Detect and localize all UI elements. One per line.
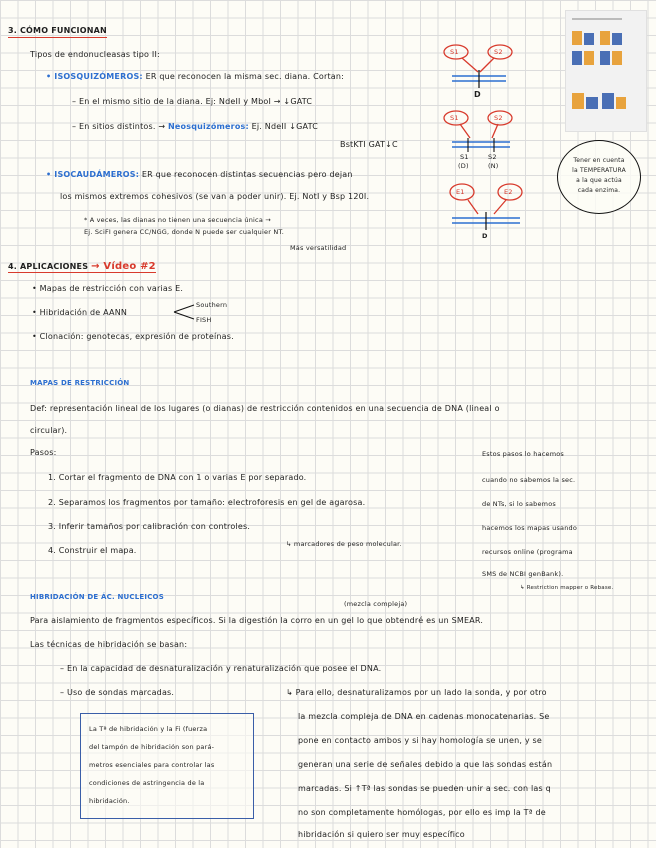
isocaudameros-text: ER que reconocen distintas secuencias pero dejan	[141, 170, 353, 179]
hybrid-item-2: – Uso de sondas marcadas.	[60, 688, 175, 697]
maps-definition-line-1: Def: representación lineal de los lugares (o dianas) de restricción contenidos en una secuencia de DNA (lineal o	[30, 404, 500, 413]
reference-image-thumbnail	[565, 10, 647, 132]
hybrid-line-1: Para aislamiento de fragmentos específicos. Si la digestión la corro en un gel lo que obtendré es un SMEAR.	[30, 616, 484, 625]
temperature-note-line-1: Tener en cuenta	[573, 157, 625, 164]
isosquizomeros-text: ER que reconocen la misma sec. diana. Cortan:	[145, 72, 345, 81]
diff-sites-example-2: BstKTI GAT↓C	[340, 140, 398, 149]
hybrid-branch-fish: FISH	[196, 316, 212, 324]
maps-side-note-1: Estos pasos lo hacemos	[482, 450, 565, 458]
box-line-1: La Tª de hibridación y la Fi (fuerza	[89, 725, 208, 733]
maps-side-note-5: recursos online (programa	[482, 548, 573, 556]
maps-step-1: 1. Cortar el fragmento de DNA con 1 o varias E por separado.	[48, 473, 307, 482]
temperature-note-line-4: cada enzima.	[577, 187, 621, 194]
box-line-3: metros esenciales para controlar las	[89, 761, 215, 769]
application-item-2: • Hibridación de AANN	[32, 308, 128, 317]
temperature-note	[557, 140, 641, 214]
diff-sites-example-1: Ej. NdeII ↓GATC	[251, 122, 318, 131]
maps-heading: MAPAS DE RESTRICCIÓN	[30, 379, 130, 387]
hybrid-para-1: ↳ Para ello, desnaturalizamos por un lado la sonda, y por otro	[286, 688, 547, 697]
iso-label-e1: E1	[456, 188, 465, 196]
enzyme-s1-label: S1	[450, 48, 459, 56]
isosquizomeros-label: • ISOSQUIZÓMEROS:	[46, 72, 143, 81]
maps-side-note-tools: ↳ Restriction mapper o Rebase.	[520, 585, 614, 591]
temperature-note-line-2: la TEMPERATURA	[572, 167, 626, 174]
lower-sub-n: (N)	[488, 162, 499, 170]
application-item-1: • Mapas de restricción con varias E.	[32, 284, 184, 293]
hybrid-para-7: hibridación si quiero ser muy específico	[298, 830, 465, 839]
hybrid-para-2: la mezcla compleja de DNA en cadenas monocatenarias. Se	[298, 712, 550, 721]
diff-sites-prefix: – En sitios distintos. →	[72, 122, 166, 131]
maps-side-note-4: hacemos los mapas usando	[482, 524, 578, 532]
note-line-3: Más versatilidad	[290, 244, 347, 252]
maps-side-note-3: de NTs, si lo sabemos	[482, 500, 556, 508]
hybrid-mezcla-label: (mezcla compleja)	[344, 600, 408, 608]
hybrid-para-3: pone en contacto ambos y si hay homología se unen, y se	[298, 736, 542, 745]
maps-side-note-6: SMS de NCBI genBank).	[482, 570, 564, 578]
types-intro: Tipos de endonucleasas tipo II:	[30, 50, 160, 59]
section-4-heading	[8, 262, 156, 273]
isocaudameros-line-2: los mismos extremos cohesivos (se van a poder unir). Ej. NotI y Bsp 120I.	[60, 192, 370, 201]
maps-step-2: 2. Separamos los fragmentos por tamaño: electroforesis en gel de agarosa.	[48, 498, 366, 507]
enzyme-s1-label-2: S1	[450, 114, 459, 122]
box-line-5: hibridación.	[89, 797, 130, 805]
maps-markers-note: ↳ marcadores de peso molecular.	[286, 540, 402, 548]
temperature-note-line-3: a la que actúa	[576, 177, 622, 184]
diagram-d-label: D	[474, 90, 481, 99]
hybrid-branch-southern: Southern	[196, 301, 228, 309]
application-item-3: • Clonación: genotecas, expresión de proteínas.	[32, 332, 234, 341]
maps-steps-label: Pasos:	[30, 448, 57, 457]
same-site-line: – En el mismo sitio de la diana. Ej: NdeII y MboI → ↓GATC	[72, 97, 313, 106]
note-line-2: Ej. SciFI genera CC/NGG, donde N puede ser cualquier NT.	[84, 228, 285, 236]
maps-definition-line-2: circular).	[30, 426, 68, 435]
maps-step-3: 3. Inferir tamaños por calibración con controles.	[48, 522, 251, 531]
box-line-2: del tampón de hibridación son pará-	[89, 743, 215, 751]
maps-side-note-2: cuando no sabemos la sec.	[482, 476, 576, 484]
hybrid-para-5: marcadas. Si ↑Tª las sondas se pueden unir a sec. con las q	[298, 784, 551, 793]
lower-label-s2: S2	[488, 153, 497, 161]
enzyme-s2-label-2: S2	[494, 114, 503, 122]
hybrid-branch-arrows	[172, 302, 202, 322]
isocaudameros-label: • ISOCAUDÁMEROS:	[46, 170, 140, 179]
hybrid-para-4: generan una serie de señales debido a que las sondas están	[298, 760, 553, 769]
section-4-title: 4. APLICACIONES	[8, 262, 89, 271]
iso-bottom-label: D	[482, 232, 488, 240]
hybrid-para-6: no son completamente homólogas, por ello es imp la Tª de	[298, 808, 546, 817]
hybridization-parameters-box	[80, 713, 254, 819]
note-line-1: * A veces, las dianas no tienen una secuencia única →	[84, 216, 271, 224]
video-link: → Vídeo #2	[91, 261, 156, 272]
neosquizomeros-label: Neosquizómeros:	[168, 122, 249, 131]
hybrid-item-1: – En la capacidad de desnaturalización y renaturalización que posee el DNA.	[60, 664, 382, 673]
lower-sub-d: (D)	[458, 162, 469, 170]
box-line-4: condiciones de astringencia de la	[89, 779, 205, 787]
hybrid-heading: HIBRIDACIÓN DE ÁC. NUCLEICOS	[30, 593, 164, 601]
iso-label-e2: E2	[504, 188, 513, 196]
hybrid-line-2: Las técnicas de hibridación se basan:	[30, 640, 188, 649]
enzyme-s2-label: S2	[494, 48, 503, 56]
section-3-heading: 3. CÓMO FUNCIONAN	[8, 26, 107, 38]
lower-label-s1: S1	[460, 153, 469, 161]
maps-step-4: 4. Construir el mapa.	[48, 546, 137, 555]
